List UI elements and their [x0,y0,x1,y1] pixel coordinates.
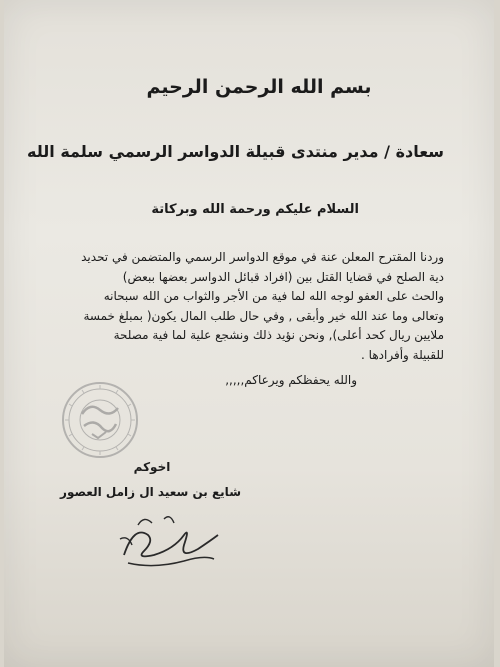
body-line: وتعالى وما عند الله خير وأبقى , وفي حال طلب المال يكون( بمبلغ خمسة [83,308,444,323]
body-line: ملايين ريال كحد أعلى), ونحن نؤيد ذلك ونشجع علية لما فية مصلحة [113,328,444,342]
seal-stamp [60,380,140,460]
body-line: دية الصلح في قضايا القتل بين (افراد قبائل الدواسر بعضها ببعض) [122,269,444,284]
body-line: وردنا المقترح المعلن عنة في موقع الدواسر الرسمي والمتضمن في تحديد [81,250,444,264]
handwritten-signature [114,505,224,575]
basmala-heading: بسم الله الرحمن الرحيم [146,76,372,98]
body-line: والحث على العفو لوجه الله لما فية من الأجر والثواب من الله سبحانه [103,289,444,303]
letter-paper [4,0,494,667]
closing-line: والله يحفظكم ويرعاكم,,,,, [225,373,357,387]
greeting-line: السلام عليكم ورحمة الله وبركاتة [151,202,359,217]
addressee-line: سعادة / مدير منتدى قبيلة الدواسر الرسمي سلمة الله [27,142,444,161]
body-line: للقبيلة وأفرادها . [361,347,444,362]
letter-body [72,248,444,365]
sign-off: اخوكم [133,460,171,474]
signer-name: شايع بن سعيد ال زامل العصور [60,485,241,499]
